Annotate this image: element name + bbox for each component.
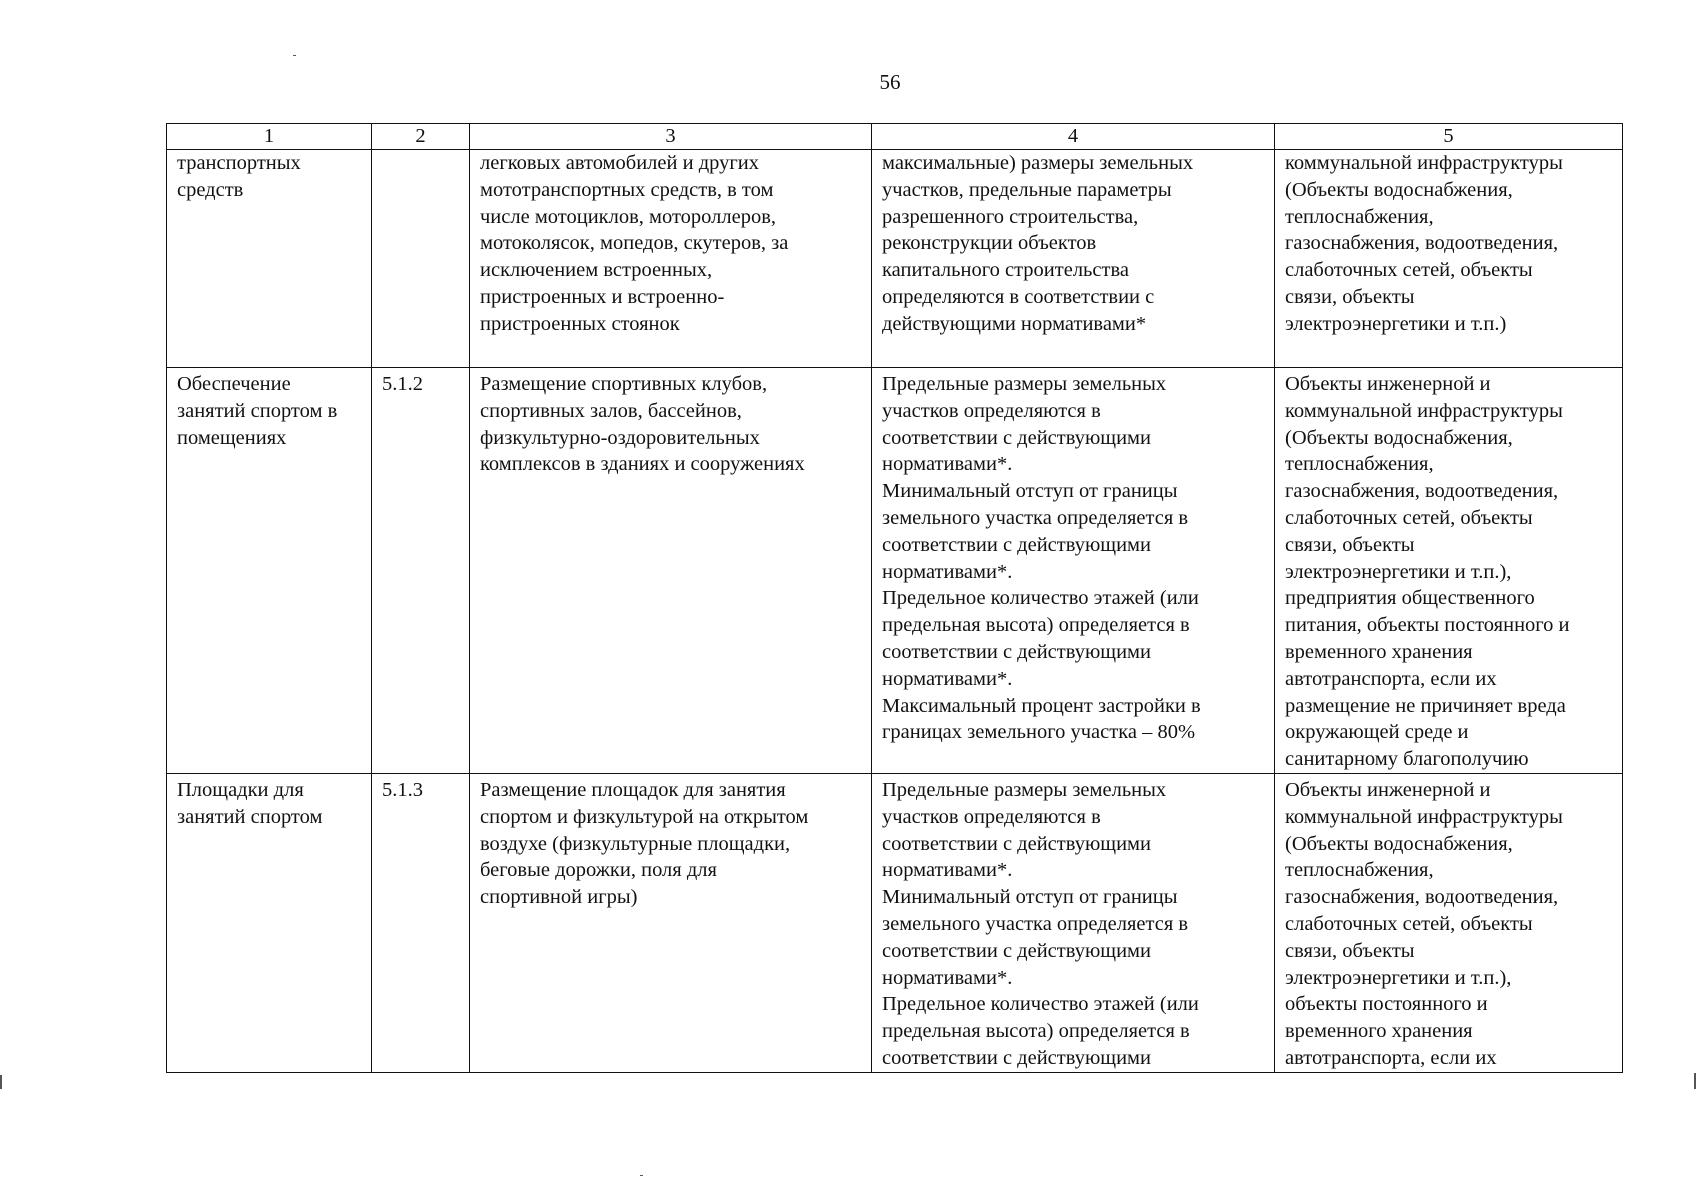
use-name-cell — [167, 150, 372, 368]
use-code-cell — [372, 150, 470, 368]
column-header-5: 5 — [1275, 124, 1623, 150]
table-row — [167, 773, 1623, 1072]
parameters-cell: Предельные размеры земельных участков определяются в соответствии с действующими нормативами*. Минимальный отступ от границы земельного участка определяется в соответствии с действующими нормативами*. Предельное количество этажей (или предельная высота) определяется в соответствии с действующими нормативами*. Максимальный процент застройки в границах земельного участка – 80% — [872, 368, 1275, 774]
use-name-cell: Обеспечение занятий спортом в помещениях — [167, 368, 372, 774]
use-description-text: легковых автомобилей и других мототранспортных средств, в том числе мотоциклов, мотороллеров, мотоколясок, мопедов, скутеров, за исключением встроенных, пристроенных и встроенно- пристроенных стоянок — [480, 152, 789, 335]
land-use-table — [166, 123, 1623, 1073]
scan-artifact-top — [293, 55, 296, 56]
column-header-3: 3 — [470, 124, 872, 150]
scan-artifact-left — [0, 1075, 2, 1089]
parameters-cell: Предельные размеры земельных участков определяются в соответствии с действующими нормативами*. Минимальный отступ от границы земельного участка определяется в соответствии с действующими нормативами*. Предельное количество этажей (или предельная высота) определяется в соответствии с действующими — [872, 773, 1275, 1072]
table-header-row — [167, 124, 1623, 150]
auxiliary-uses-cell: Объекты инженерной и коммунальной инфраструктуры (Объекты водоснабжения, теплоснабжения, газоснабжения, водоотведения, слаботочных сетей, объекты связи, объекты электроэнергетики и т.п.), объекты постоянного и временного хранения автотранспорта, если их — [1275, 773, 1623, 1072]
table-row — [167, 368, 1623, 774]
use-description-cell: Размещение спортивных клубов, спортивных залов, бассейнов, физкультурно-оздоровительных комплексов в зданиях и сооружениях — [470, 368, 872, 774]
use-name-cell: Площадки для занятий спортом — [167, 773, 372, 1072]
auxiliary-uses-text: коммунальной инфраструктуры (Объекты водоснабжения, теплоснабжения, газоснабжения, водоотведения, слаботочных сетей, объекты связи, объекты электроэнергетики и т.п.) — [1285, 152, 1563, 335]
parameters-text: максимальные) размеры земельных участков, предельные параметры разрешенного строительства, реконструкции объектов капитального строительства определяются в соответствии с действующими нормативами* — [882, 152, 1194, 335]
column-header-4: 4 — [872, 124, 1275, 150]
column-header-1: 1 — [167, 124, 372, 150]
use-code-cell: 5.1.3 — [372, 773, 470, 1072]
use-description-cell: Размещение площадок для занятия спортом и физкультурой на открытом воздухе (физкультурные площадки, беговые дорожки, поля для спортивной игры) — [470, 773, 872, 1072]
use-description-cell — [470, 150, 872, 368]
scan-artifact-bottom — [640, 1175, 643, 1176]
table-row — [167, 150, 1623, 368]
column-header-2: 2 — [372, 124, 470, 150]
use-name-text: транспортных средств — [177, 152, 301, 201]
use-code-cell: 5.1.2 — [372, 368, 470, 774]
auxiliary-uses-cell: Объекты инженерной и коммунальной инфраструктуры (Объекты водоснабжения, теплоснабжения, газоснабжения, водоотведения, слаботочных сетей, объекты связи, объекты электроэнергетики и т.п.), предприятия общественного питания, объекты постоянного и временного хранения автотранспорта, если их размещение не причиняет вреда окружающей среде и санитарному благополучию — [1275, 368, 1623, 774]
auxiliary-uses-cell — [1275, 150, 1623, 368]
scan-artifact-right — [1694, 1073, 1696, 1089]
parameters-cell — [872, 150, 1275, 368]
page-number: 56 — [879, 70, 901, 94]
